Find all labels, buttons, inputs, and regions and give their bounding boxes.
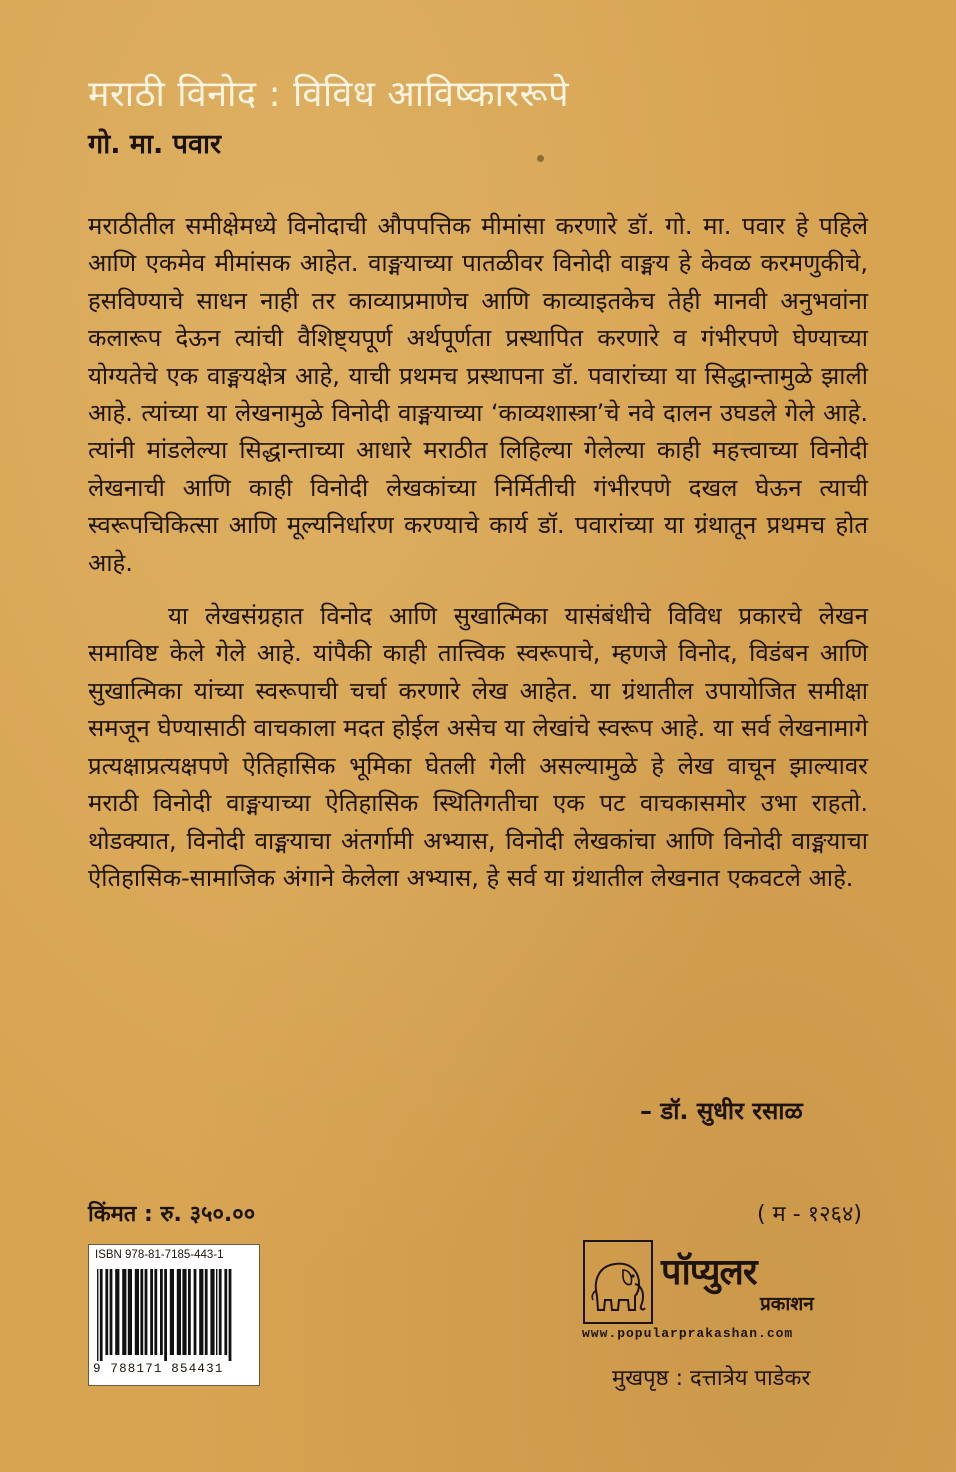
barcode-bar [105, 1269, 108, 1355]
barcode-bar [128, 1269, 132, 1355]
barcode-bar [219, 1269, 222, 1355]
blurb-paragraph-1: मराठीतील समीक्षेमध्ये विनोदाची औपपत्तिक मीमांसा करणारे डॉ. गो. मा. पवार हे पहिले आणि एकमेव मीमांसक आहेत. वाङ्मयाच्या पातळीवर विनोदी वाङ्मय हे केवळ करमणुकीचे, हसविण्याचे साधन नाही तर काव्याप्रमाणेच आणि काव्याइतकेच तेही मानवी अनुभवांना कलारूप देऊन त्यांची वैशिष्ट्यपूर्ण अर्थपूर्णता प्रस्थापित करणारे व गंभीरपणे घेण्याच्या योग्यतेचे एक वाङ्मयक्षेत्र आहे, याची प्रथमच प्रस्थापना डॉ. पवारांच्या या सिद्धान्तामुळे झाली आहे. त्यांच्या या लेखनामुळे विनोदी वाङ्मयाच्या ‘काव्यशास्त्रा’चे नवे दालन उघडले गेले आहे. त्यांनी मांडलेल्या सिद्धान्ताच्या आधारे मराठीत लिहिल्या गेलेल्या काही महत्त्वाच्या विनोदी लेखनाची आणि काही विनोदी लेखकांच्या निर्मितीची गंभीरपणे दखल घेऊन त्याची स्वरूपचिकित्सा आणि मूल्यनिर्धारण करण्याचे कार्य डॉ. पवारांच्या या ग्रंथातून प्रथमच होत आहे. [88, 212, 869, 577]
publisher-website: www.popularprakashan.com [582, 1326, 794, 1341]
barcode-bar [216, 1269, 217, 1355]
blurb-paragraph-2: या लेखसंग्रहात विनोद आणि सुखात्मिका यासंबंधीचे विविध प्रकारचे लेखन समाविष्ट केले गेले आहे. यांपैकी काही तात्त्विक स्वरूपाचे, म्हणजे विनोद, विडंबन आणि सुखात्मिका यांच्या स्वरूपाची चर्चा करणारे लेख आहेत. या ग्रंथातील उपायोजित समीक्षा समजून घेण्यासाठी वाचकाला मदत होईल असेच या लेखांचे स्वरूप आहे. या सर्व लेखनामागे प्रत्यक्षाप्रत्यक्षपणे ऐतिहासिक भूमिका घेतली गेली असल्यामुळे हे लेख वाचून झाल्यावर मराठी विनोदी वाङ्मयाच्या ऐतिहासिक स्थितिगतीचा एक पट वाचकासमोर उभा राहतो. थोडक्यात, विनोदी वाङ्मयाचा अंतर्गामी अभ्यास, विनोदी लेखकांचा आणि विनोदी वाङ्मयाचा ऐतिहासिक-सामाजिक अंगाने केलेला अभ्यास, हे सर्व या ग्रंथातील लेखनात एकवटले आहे. [88, 602, 868, 892]
isbn-label: ISBN 978-81-7185-443-1 [95, 1249, 224, 1261]
publisher-subtitle: प्रकाशन [760, 1293, 814, 1315]
barcode-bar [205, 1269, 208, 1355]
barcode-bar [110, 1269, 113, 1355]
barcode-bar [199, 1269, 203, 1355]
book-author: गो. मा. पवार [88, 129, 222, 160]
barcode-bar [100, 1269, 103, 1361]
barcode-bar [164, 1269, 167, 1361]
barcode-bar [97, 1269, 98, 1361]
barcode-bar [150, 1269, 153, 1355]
book-title: मराठी विनोद : विविध आविष्काररूपे [88, 74, 570, 115]
elephant-icon [583, 1240, 653, 1324]
barcode-bar [145, 1269, 148, 1355]
barcode-bar [210, 1269, 214, 1355]
barcode-bar [154, 1269, 157, 1355]
barcode-bar [122, 1269, 126, 1355]
isbn-barcode [88, 1244, 260, 1386]
barcode-bar [229, 1269, 232, 1361]
catalog-code: ( म - १२६४) [756, 1202, 862, 1227]
barcode-bar [140, 1269, 143, 1355]
barcode-bar [224, 1269, 227, 1355]
barcode-bar [188, 1269, 191, 1355]
barcode-bars [97, 1269, 251, 1361]
barcode-bar [194, 1269, 197, 1355]
barcode-bar [177, 1269, 181, 1355]
publisher-logo [583, 1240, 865, 1324]
barcode-bar [160, 1269, 163, 1355]
price-label: किंमत : रु. ३५०.०० [88, 1202, 256, 1227]
decorative-dot [537, 155, 544, 162]
cover-credit: मुखपृष्ठ : दत्तात्रेय पाडेकर [612, 1366, 811, 1391]
isbn-digits: 9 788171 854431 [93, 1362, 224, 1376]
barcode-bar [182, 1269, 186, 1355]
barcode-bar [135, 1269, 139, 1355]
blurb-signature: – डॉ. सुधीर रसाळ [640, 1097, 803, 1125]
barcode-bar [115, 1269, 119, 1355]
blurb [88, 208, 868, 897]
barcode-bar [170, 1269, 174, 1355]
publisher-name: पॉप्युलर [661, 1252, 757, 1293]
